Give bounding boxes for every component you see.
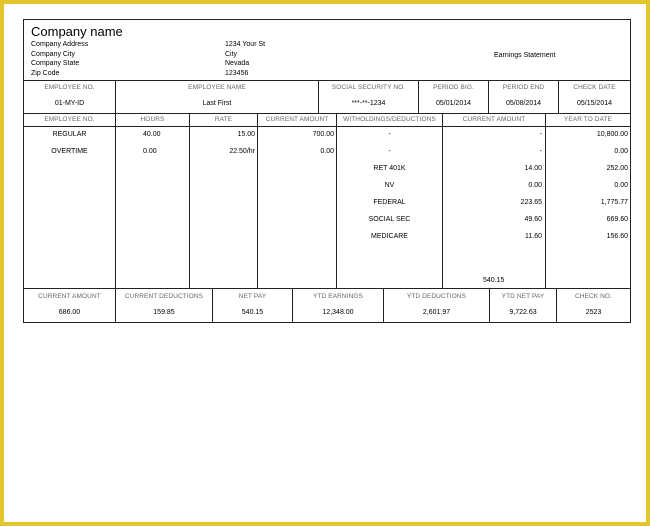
info-col-period-begin [419, 81, 489, 113]
summary-col-ytd-earnings [293, 289, 384, 323]
deduction-label: SOCIAL SEC [368, 216, 411, 223]
info-value: Last First [202, 100, 232, 107]
deduction-ytd: 156.60 [606, 233, 628, 240]
earning-rate: 22.50/hr [229, 148, 255, 155]
detail-header: HOURS [140, 116, 165, 123]
company-address-label: Company Address [31, 41, 89, 48]
summary-header: NET PAY [238, 293, 267, 300]
zip-code-value: 123456 [225, 69, 249, 77]
company-values [225, 40, 265, 78]
summary-header: CURRENT DEDUCTIONS [124, 293, 204, 300]
company-labels [31, 40, 88, 78]
deduction-ytd: 0.00 [614, 182, 628, 189]
info-value: 01-MY-ID [54, 100, 85, 107]
summary-value: 9,722.63 [509, 309, 537, 316]
info-value: 05/15/2014 [576, 100, 613, 107]
detail-col-hours [116, 114, 190, 288]
deduction-label: FEDERAL [373, 199, 406, 206]
deduction-label: RET 401K [373, 165, 406, 172]
info-header: PERIOD END [502, 84, 545, 91]
summary-value: 12,348.00 [322, 309, 354, 316]
info-col-employee-name [116, 81, 319, 113]
earning-label: OVERTIME [51, 148, 88, 155]
detail-header: RATE [214, 116, 233, 123]
deduction-current: 14.00 [524, 165, 542, 172]
deduction-current: 0.00 [528, 182, 542, 189]
info-header: EMPLOYEE NAME [188, 84, 246, 91]
summary-header: YTD EARNINGS [313, 293, 363, 300]
deduction-label: - [388, 148, 391, 155]
info-value: ***-**-1234 [351, 100, 386, 107]
detail-header: CURRENT AMOUNT [265, 116, 329, 123]
detail-header: WITHOLDINGS/DEDUCTIONS [343, 116, 436, 123]
deduction-ytd: 10,800.00 [596, 131, 628, 138]
summary-header: CHECK NO. [574, 293, 612, 300]
earning-amount: 700.00 [312, 131, 334, 138]
detail-col-employee-no [24, 114, 116, 288]
summary-col-ytd-deductions [384, 289, 490, 323]
info-col-period-end [489, 81, 559, 113]
info-header: CHECK DATE [573, 84, 616, 91]
deduction-current: 223.65 [520, 199, 542, 206]
statement-title: Earnings Statement [494, 52, 556, 59]
summary-section [24, 288, 630, 323]
deduction-ytd: 669.60 [606, 216, 628, 223]
detail-col-year-to-date [546, 114, 630, 288]
company-address-value: 1234 Your St [225, 41, 266, 48]
summary-value: 540.15 [241, 309, 264, 316]
deduction-current: 11.60 [525, 233, 542, 240]
company-name: Company name [31, 24, 123, 39]
detail-col-deductions [337, 114, 443, 288]
summary-col-current-amount [24, 289, 116, 323]
info-col-check-date [559, 81, 630, 113]
summary-value: 2,601.97 [422, 309, 451, 316]
company-city-value: City [225, 50, 238, 58]
earning-amount: 0.00 [320, 148, 334, 155]
summary-header: CURRENT AMOUNT [38, 293, 101, 300]
summary-value: 159.85 [153, 309, 175, 316]
company-state-value: Nevada [225, 60, 250, 68]
detail-col-rate [190, 114, 258, 288]
company-state-label: Company State [31, 60, 80, 68]
detail-header: CURRENT AMOUNT [462, 116, 526, 123]
earning-label: REGULAR [52, 131, 87, 138]
info-col-ssn [319, 81, 419, 113]
deduction-current: 49.60 [524, 216, 542, 223]
earning-hours: 0.00 [143, 148, 157, 155]
deduction-label: - [388, 131, 391, 138]
summary-col-ytd-net-pay [490, 289, 557, 323]
pay-stub [23, 19, 631, 323]
deduction-ytd: 252.00 [606, 165, 628, 172]
summary-value: 2523 [585, 309, 602, 316]
detail-header: EMPLOYEE NO. [44, 116, 95, 123]
summary-header: YTD DEDUCTIONS [406, 293, 467, 300]
detail-col-current-amount [258, 114, 337, 288]
detail-col-deduction-current [443, 114, 546, 288]
deduction-current: - [539, 148, 542, 155]
deduction-current: - [539, 131, 542, 138]
earning-hours: 40.00 [143, 131, 161, 138]
deduction-ytd: 0.00 [614, 148, 628, 155]
info-header: PERIOD BIG. [433, 84, 474, 91]
summary-col-current-deductions [116, 289, 213, 323]
zip-code-label: Zip Code [31, 69, 60, 77]
info-value: 05/01/2014 [435, 100, 472, 107]
deduction-ytd: 1,775.77 [600, 199, 628, 206]
detail-header: YEAR TO DATE [563, 116, 613, 123]
deduction-label: MEDICARE [371, 233, 408, 240]
net-current-amount: 540.15 [483, 277, 505, 284]
earning-rate: 15.00 [237, 131, 255, 138]
company-city-label: Company City [31, 50, 75, 58]
info-header: SOCIAL SECURITY NO. [331, 84, 406, 91]
info-value: 05/08/2014 [505, 100, 542, 107]
info-header: EMPLOYEE NO. [44, 84, 95, 91]
summary-header: YTD NET PAY [501, 293, 545, 300]
earnings-detail-section [24, 113, 630, 288]
deduction-label: NV [384, 182, 395, 189]
summary-value: 686.00 [58, 309, 81, 316]
summary-col-check-no [557, 289, 630, 323]
summary-col-net-pay [213, 289, 293, 323]
employee-info-section [24, 80, 630, 113]
info-col-employee-no [24, 81, 116, 113]
